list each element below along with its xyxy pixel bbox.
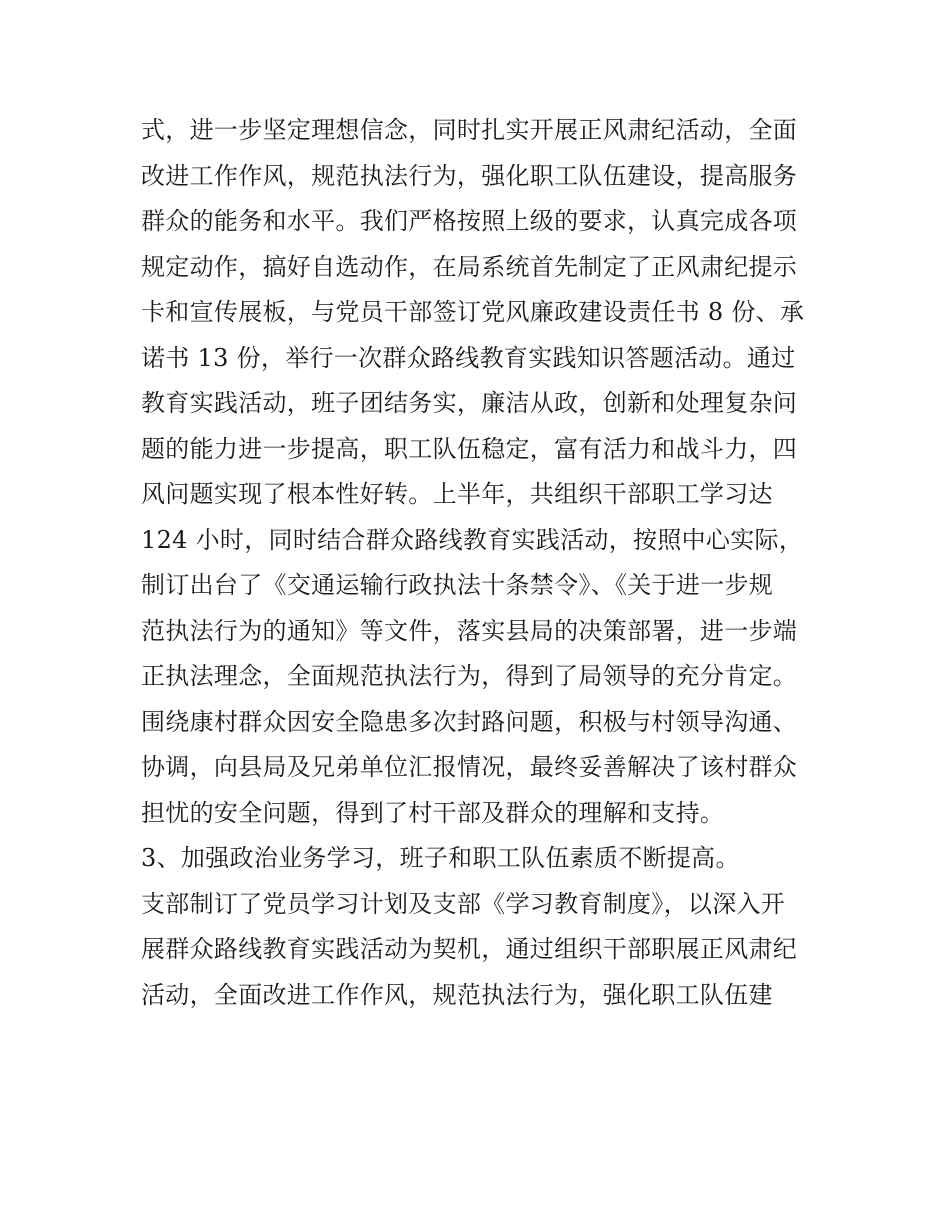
text-line: 正执法理念，全面规范执法行为，得到了局领导的充分肯定。 [141, 662, 798, 690]
text-line: 规定动作，搞好自选动作，在局系统首先制定了正风肃纪提示 [141, 252, 798, 281]
text-line: 题的能力进一步提高，职工队伍稳定，富有活力和战斗力，四 [141, 434, 798, 463]
text-line: 活动，全面改进工作作风，规范执法行为，强化职工队伍建 [141, 980, 773, 1009]
text-line: 围绕康村群众因安全隐患多次封路问题，积极与村领导沟通、 [141, 707, 798, 736]
text-line: 式，进一步坚定理想信念，同时扎实开展正风肃纪活动，全面 [141, 116, 798, 144]
text-line: 教育实践活动，班子团结务实，廉洁从政，创新和处理复杂问 [141, 389, 798, 417]
text-line: 诺书 13 份，举行一次群众路线教育实践知识答题活动。通过 [141, 343, 796, 372]
text-line: 改进工作作风，规范执法行为，强化职工队伍建设，提高服务 [141, 161, 798, 190]
text-line: 担忧的安全问题，得到了村干部及群众的理解和支持。 [141, 798, 725, 827]
body-text [141, 108, 821, 1018]
text-line: 制订出台了《交通运输行政执法十条禁令》、《关于进一步规 [141, 571, 774, 599]
text-line: 支部制订了党员学习计划及支部《学习教育制度》，以深入开 [141, 889, 786, 918]
text-line: 范执法行为的通知》等文件，落实县局的决策部署，进一步端 [141, 616, 798, 645]
text-line: 群众的能务和水平。我们严格按照上级的要求，认真完成各项 [141, 207, 798, 235]
text-line: 卡和宣传展板，与党员干部签订党风廉政建设责任书 8 份、承 [141, 298, 805, 326]
text-line: 风问题实现了根本性好转。上半年，共组织干部职工学习达 [141, 480, 773, 508]
section-heading: 3、加强政治业务学习，班子和职工队伍素质不断提高。 [141, 844, 740, 872]
text-line: 124 小时，同时结合群众路线教育实践活动，按照中心实际， [141, 525, 804, 554]
text-line: 协调，向县局及兄弟单位汇报情况，最终妥善解决了该村群众 [141, 753, 798, 781]
text-line: 展群众路线教育实践活动为契机，通过组织干部职展正风肃纪 [141, 935, 798, 963]
